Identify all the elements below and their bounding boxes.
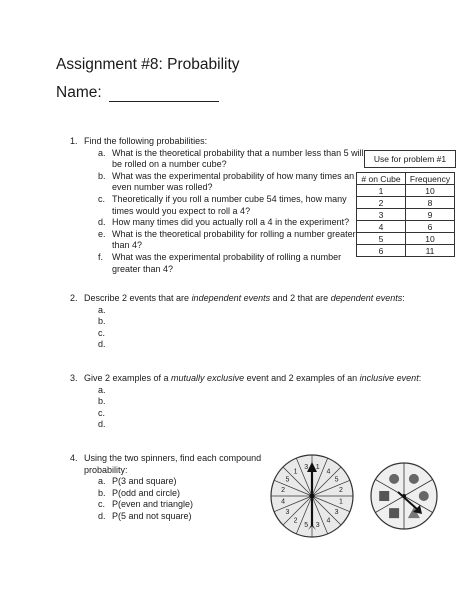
- sector-label: 5: [304, 521, 309, 529]
- square-icon: [389, 508, 399, 518]
- question-3: 3. Give 2 examples of a mutually exclusive event and 2 examples of an inclusive event: a. b. c. d.: [70, 373, 422, 430]
- column-header: # on Cube: [357, 173, 406, 185]
- answer-letter: c.: [98, 327, 106, 338]
- table-row: 6 11: [357, 245, 455, 257]
- circle-icon: [419, 491, 429, 501]
- question-text: Using the two spinners, find each compound probability:: [84, 453, 262, 475]
- column-header: Frequency: [406, 173, 455, 185]
- table-row: 3 9: [357, 209, 455, 221]
- spinner-pivot: [402, 494, 406, 498]
- sector-label: 5: [285, 476, 290, 484]
- sector-label: 1: [338, 498, 343, 506]
- sector-label: 3: [315, 521, 320, 529]
- question-1: 1. Find the following probabilities: a. What is the theoretical probability that a number less than 5 will be rolled on a number cube? b. What was the experimental probability of how many times an even number was rolled? c. Theoretically if you roll a number cube 54 times, how many times would you expect to roll a 4? d. How many times did you actually roll a 4 in the experiment? e. What is the theoretical probability for rolling a number greater than 4? f. What was the experimental probability of rolling a number greater than 4?: [70, 136, 364, 274]
- answer-letter: d.: [98, 419, 106, 430]
- sector-label: 2: [281, 487, 286, 495]
- square-icon: [379, 491, 389, 501]
- sector-label: 3: [285, 509, 290, 517]
- answer-letter: b.: [98, 396, 106, 407]
- sector-label: 2: [293, 517, 298, 525]
- circle-icon: [389, 474, 399, 484]
- question-text: Find the following probabilities:: [84, 136, 208, 146]
- table-caption: Use for problem #1: [364, 150, 456, 168]
- question-2: 2. Describe 2 events that are independent events and 2 that are dependent events: a. b. c. d.: [70, 293, 405, 350]
- sector-label: 3: [334, 509, 339, 517]
- table-row: 2 8: [357, 197, 455, 209]
- shape-spinner: [368, 460, 440, 532]
- name-label: Name:: [56, 84, 102, 101]
- sector-label: 3: [304, 463, 309, 471]
- sector-label: 4: [326, 468, 331, 476]
- number-spinner: [268, 452, 356, 540]
- question-4: 4. Using the two spinners, find each compound probability: a. P(3 and square) b. P(odd and circle) c. P(even and triangle) d. P(5 and not square): [70, 453, 262, 521]
- name-row: [56, 84, 219, 102]
- table-row: 1 10: [357, 185, 455, 197]
- page-title: Assignment #8: Probability: [56, 56, 240, 73]
- frequency-table: [356, 172, 455, 257]
- name-blank-line[interactable]: [109, 88, 219, 102]
- spinner-pivot: [310, 494, 315, 499]
- table-row: 5 10: [357, 233, 455, 245]
- question-number: 1.: [70, 136, 78, 146]
- question-text: Describe 2 events that are independent events and 2 that are dependent events:: [84, 293, 405, 303]
- sector-label: 1: [315, 463, 320, 471]
- sector-label: 1: [293, 468, 298, 476]
- sector-label: 2: [338, 487, 343, 495]
- sector-label: 4: [281, 498, 286, 506]
- sector-label: 4: [326, 517, 331, 525]
- answer-letter: a.: [98, 384, 106, 395]
- answer-letter: d.: [98, 339, 106, 350]
- sector-label: 5: [334, 476, 339, 484]
- question-text: Give 2 examples of a mutually exclusive event and 2 examples of an inclusive event:: [84, 373, 422, 383]
- answer-letter: b.: [98, 316, 106, 327]
- circle-icon: [409, 474, 419, 484]
- table-row: 4 6: [357, 221, 455, 233]
- table-header-row: [357, 173, 455, 185]
- answer-letter: c.: [98, 407, 106, 418]
- answer-letter: a.: [98, 304, 106, 315]
